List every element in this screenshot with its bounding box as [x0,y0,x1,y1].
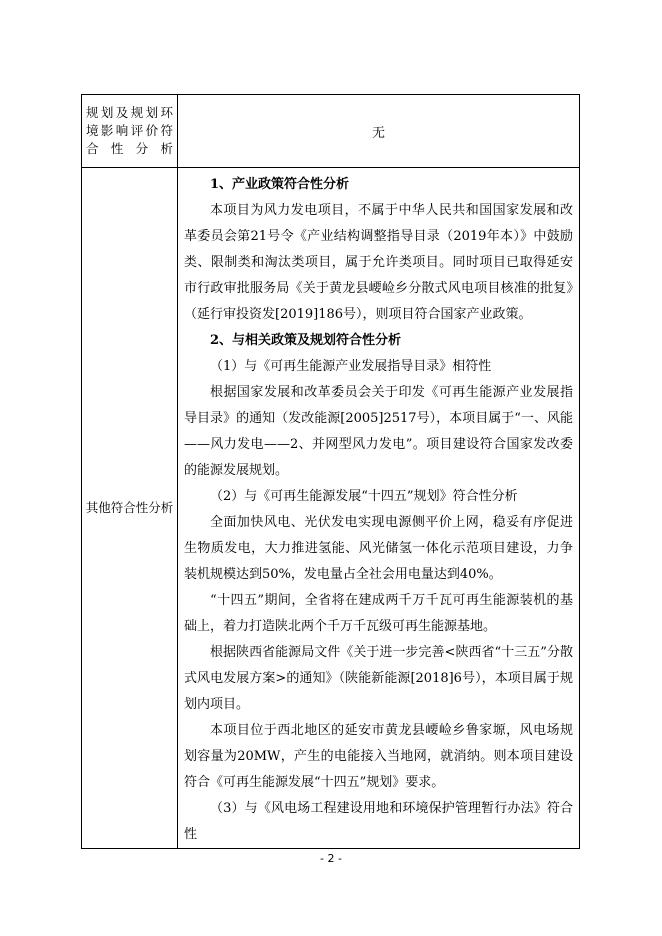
paragraph: 根据国家发展和改革委员会关于印发《可再生能源产业发展指导目录》的通知（发改能源[2005]2517号），本项目属于“一、风能——风力发电——2、并网型风力发电”。项目建设符合国家发改委的能源发展规划。 [184,385,573,478]
paragraph: 根据陕西省能源局文件《关于进一步完善<陕西省“十三五”分散式风电发展方案>的通知》（陕能新能源[2018]6号），本项目属于规划内项目。 [184,645,573,712]
row-label: 其他符合性分析 [85,500,174,515]
paragraph: （2）与《可再生能源发展“十四五”规划》符合性分析 [210,489,518,504]
paragraph: 本项目为风力发电项目，不属于中华人民共和国国家发展和改革委员会第21号令《产业结构调整指导目录（2019年本）》中鼓励类、限制类和淘汰类项目，属于允许类项目。同时项目已取得延安市行政审批服务局《关于黄龙县崾崄乡分散式风电项目核准的批复》（延行审投资发[2019]186号），则项目符合国家产业政策。 [184,203,573,322]
paragraph: （1）与《可再生能源产业发展指导目录》相符性 [210,359,492,374]
paragraph: “十四五”期间，全省将在建成两千万千瓦可再生能源装机的基础上，着力打造陕北两个千万千瓦级可再生能源基地。 [184,593,573,634]
section-heading: 2、与相关政策及规划符合性分析 [210,333,402,348]
document-table [81,94,580,849]
page-number: - 2 - [320,852,342,865]
paragraph: （3）与《风电场工程建设用地和环境保护管理暂行办法》符合性 [184,801,573,842]
paragraph: 全面加快风电、光伏发电实现电源侧平价上网，稳妥有序促进生物质发电，大力推进氢能、风光储氢一体化示范项目建设，力争装机规模达到50%，发电量占全社会用电量达到40%。 [184,515,573,582]
row-value-cell [178,95,580,168]
section-heading: 1、产业政策符合性分析 [210,177,350,192]
row-content-cell [178,168,580,849]
row-content [178,168,579,848]
row-value: 无 [371,125,385,141]
row-label: 规划及规划环境影响评价符合性分析 [86,105,173,156]
row-label-cell [82,95,178,168]
row-label-cell [82,168,178,849]
table-row [82,168,580,849]
paragraph: 本项目位于西北地区的延安市黄龙县崾崄乡鲁家塬，风电场规划容量为20MW，产生的电能接入当地网，就消纳。则本项目建设符合《可再生能源发展“十四五”规划》要求。 [184,723,573,790]
table-row [82,95,580,168]
